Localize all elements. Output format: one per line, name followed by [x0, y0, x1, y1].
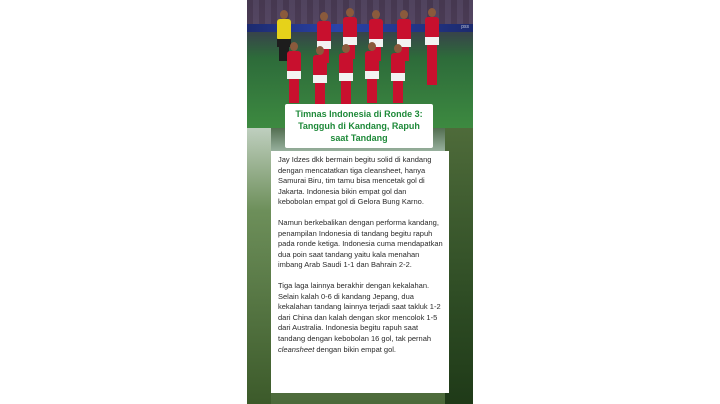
player-figure	[339, 44, 353, 105]
player-figure	[365, 42, 379, 103]
paragraph-3-end: dengan bikin empat gol.	[314, 344, 397, 354]
player-figure	[425, 8, 439, 85]
short-video-frame	[247, 0, 473, 404]
watermark: pss	[461, 24, 469, 30]
player-figure	[391, 44, 405, 103]
paragraph-3-start: Tiga laga lainnya berakhir dengan kekalahan. Selain kalah 0-6 di kandang Jepang, dua kekalahan tandang lainnya terjadi saat takluk 1-2 dari China dan kalah dengan skor mencolok 1-5 dari Australia. Indonesia begitu rapuh saat tandang dengan kebobolan 16 gol, tak pernah	[278, 280, 441, 343]
headline-title: Timnas Indonesia di Ronde 3: Tangguh di Kandang, Rapuh saat Tandang	[295, 109, 423, 143]
headline-box	[285, 104, 433, 148]
player-figure	[313, 46, 327, 105]
background-foliage-right	[445, 128, 473, 404]
background-foliage-left	[247, 128, 271, 404]
article-body	[271, 151, 449, 393]
article-paragraph-2: Namun berkebalikan dengan performa kandang, penampilan Indonesia di tandang begitu rapuh pada ronde ketiga. Indonesia cuma mendapatkan dua poin saat tandang yaitu kala menahan imbang Arab Saudi 1-1 dan Bahrain 2-2.	[278, 217, 443, 270]
player-figure	[287, 42, 301, 103]
article-paragraph-3	[278, 281, 443, 355]
article-paragraph-1: Jay Idzes dkk bermain begitu solid di kandang dengan mencatatkan tiga cleansheet, hanya Samurai Biru, tim tamu bisa mencetak gol di Jakarta. Indonesia bikin empat gol dan kebobolan empat gol di Gelora Bung Karno.	[278, 155, 432, 207]
paragraph-3-emphasis: cleansheet	[278, 344, 315, 354]
